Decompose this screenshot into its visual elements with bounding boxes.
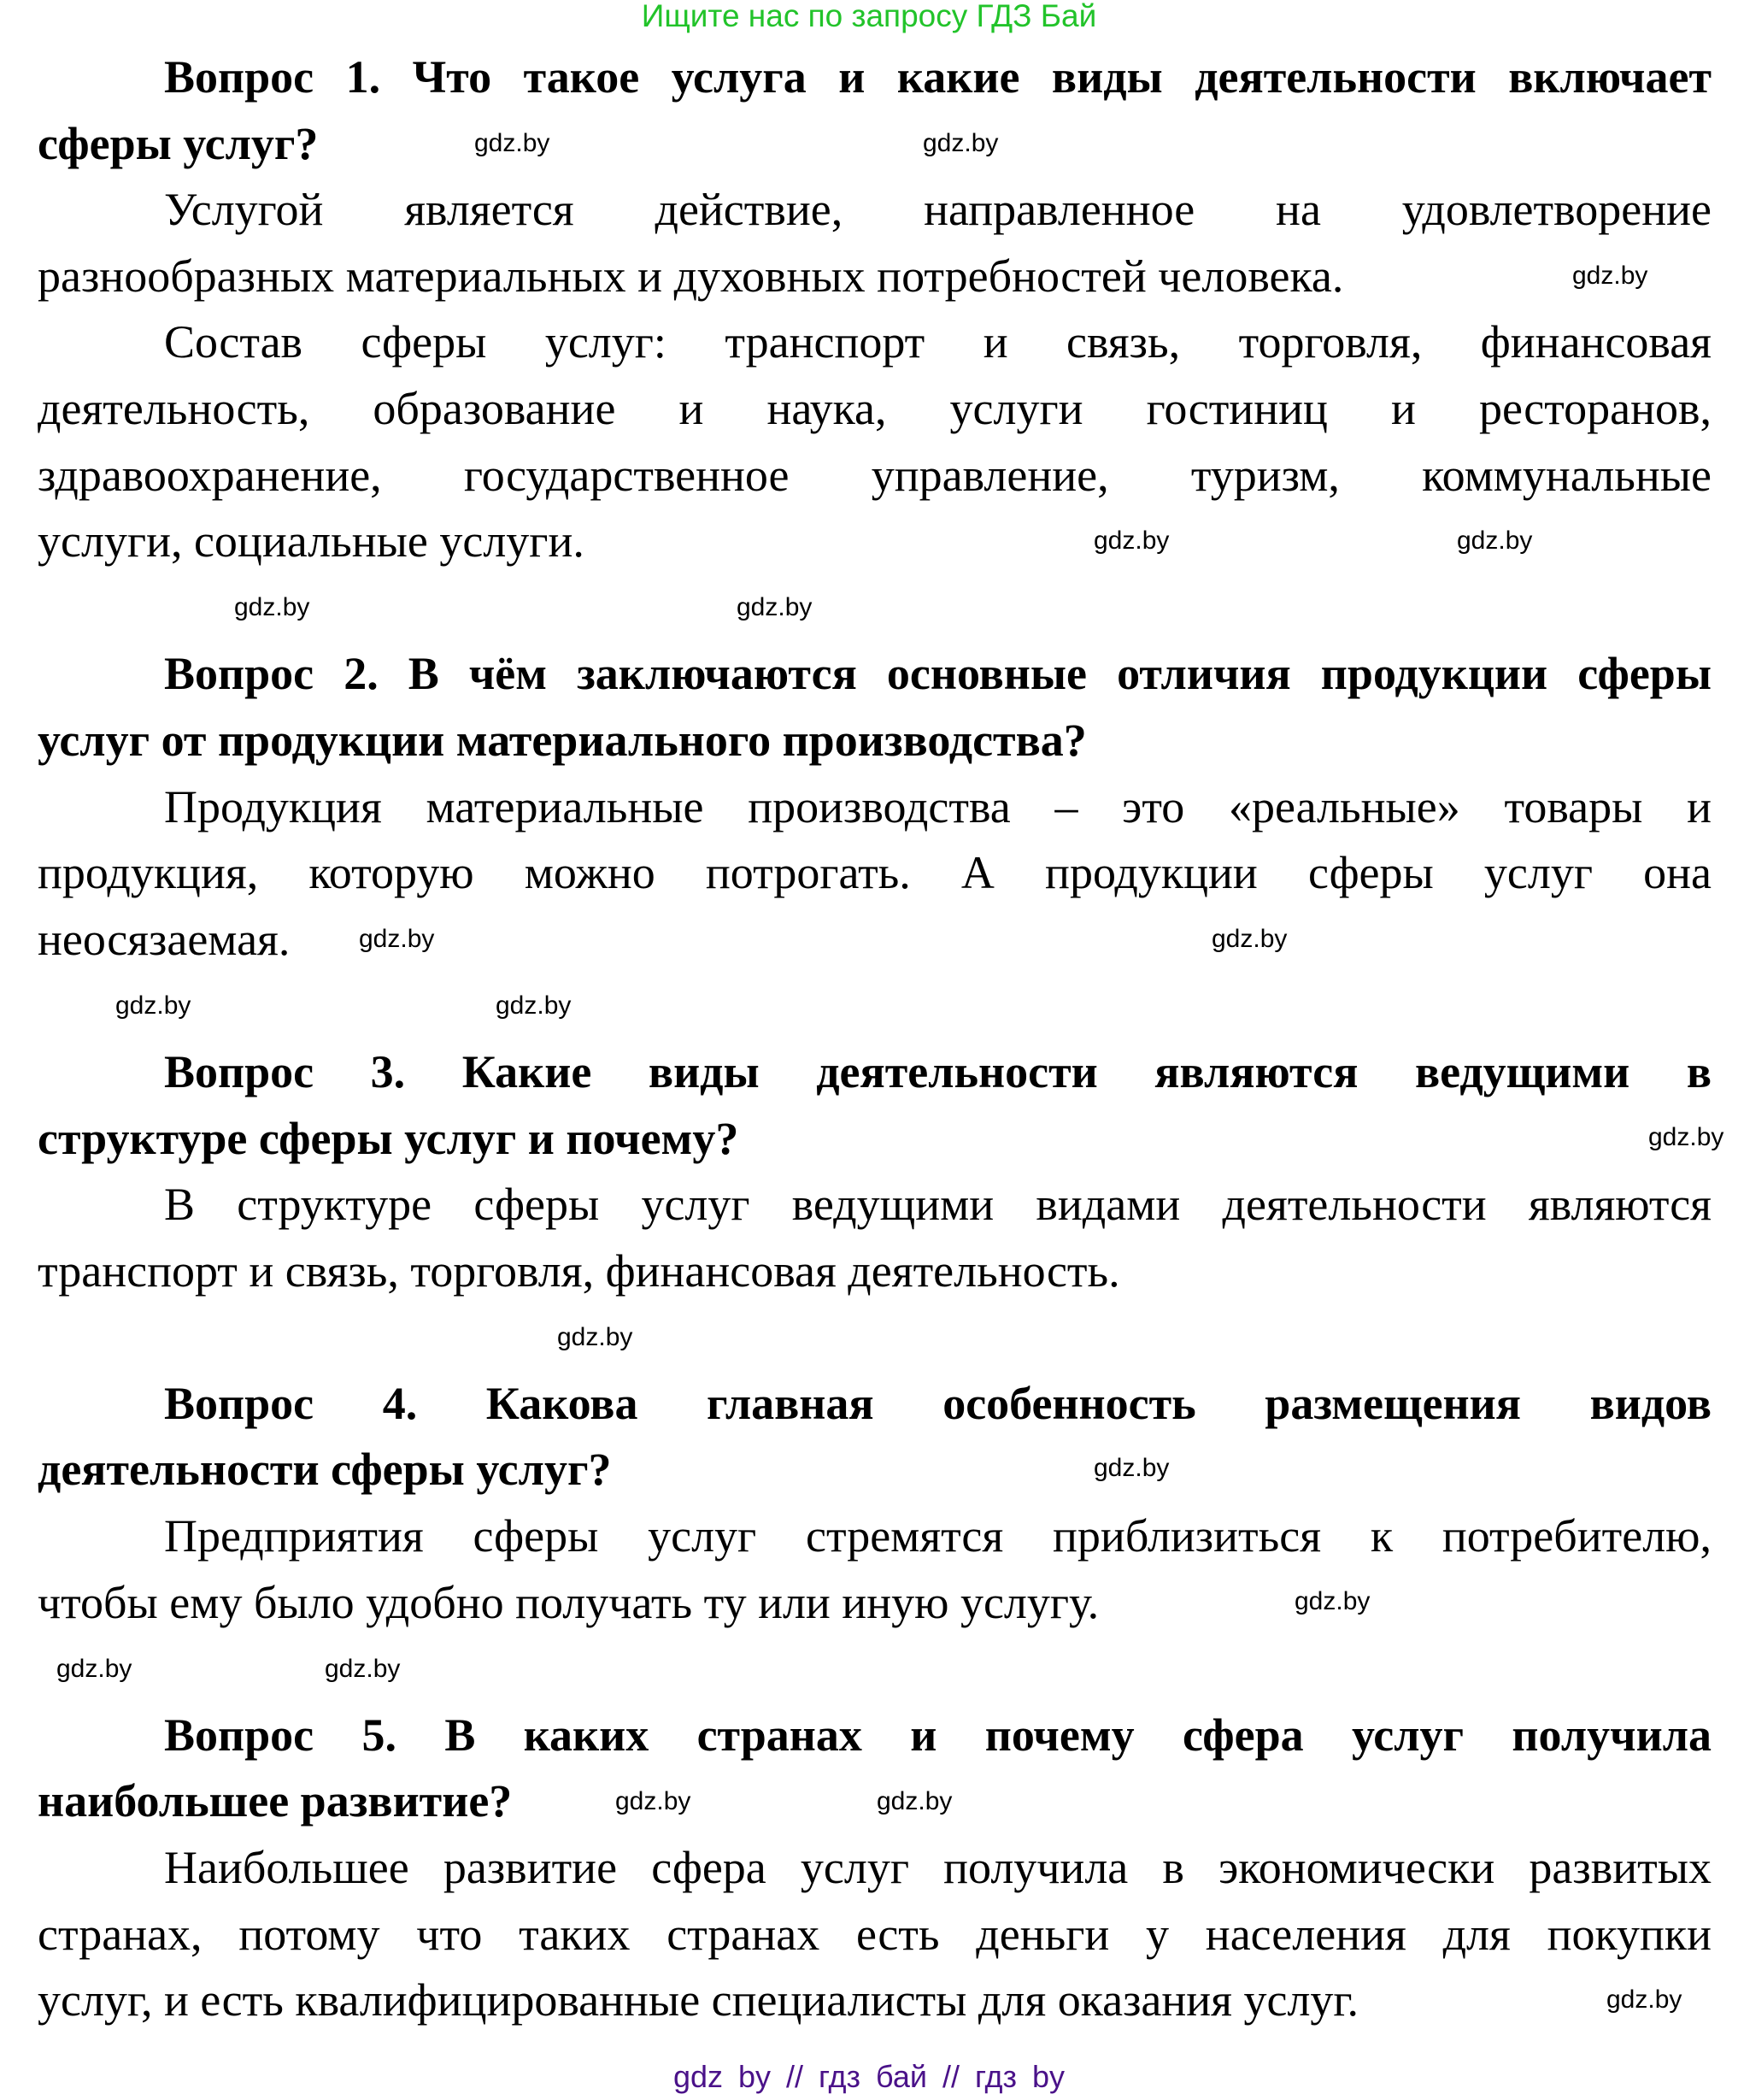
watermark-text: gdz.by	[737, 593, 813, 621]
question-section	[38, 641, 1712, 973]
answer-line: услуги, социальные услуги.	[38, 515, 584, 568]
answer-line: странах, потому что таких странах есть деньги у населения для покупки	[38, 1908, 1712, 1960]
watermark-text: gdz.by	[359, 925, 435, 953]
watermark-text: gdz.by	[1572, 262, 1648, 290]
watermark-text: gdz.by	[325, 1655, 401, 1683]
answer-line: Услугой является действие, направленное на удовлетворение	[164, 184, 1712, 236]
footer-links: gdz by // гдз бай // гдз by	[672, 2059, 1066, 2094]
watermark-text: gdz.by	[1094, 1454, 1170, 1482]
watermark-text: gdz.by	[234, 593, 310, 621]
watermark-text: gdz.by	[1457, 526, 1533, 555]
question-section	[38, 1039, 1712, 1304]
answer-paragraph	[38, 1835, 1712, 2034]
answer-line: Продукция материальные производства – это «реальные» товары и	[164, 780, 1712, 832]
answer-line: неосязаемая.	[38, 913, 291, 965]
question-line: услуг от продукции материального производства?	[38, 714, 1087, 766]
watermark-text: gdz.by	[1212, 925, 1288, 953]
question-line: Вопрос 3. Какие виды деятельности являются ведущими в	[164, 1045, 1712, 1097]
question-line: структуре сферы услуг и почему?	[38, 1112, 739, 1164]
answer-line: транспорт и связь, торговля, финансовая деятельность.	[38, 1244, 1120, 1297]
answer-paragraph	[38, 177, 1712, 309]
watermark-text: gdz.by	[877, 1787, 953, 1815]
answer-line: здравоохранение, государственное управление, туризм, коммунальные	[38, 449, 1712, 501]
question-heading	[38, 1703, 1712, 1835]
watermark-text: gdz.by	[1094, 526, 1170, 555]
answer-line: чтобы ему было удобно получать ту или иную услугу.	[38, 1576, 1100, 1628]
watermark-text: gdz.by	[496, 991, 572, 1020]
answer-line: разнообразных материальных и духовных потребностей человека.	[38, 250, 1344, 302]
question-section	[38, 44, 1712, 575]
question-line: Вопрос 4. Какова главная особенность размещения видов	[164, 1377, 1712, 1429]
question-heading	[38, 641, 1712, 774]
question-heading	[38, 1039, 1712, 1172]
watermark-text: gdz.by	[1606, 1985, 1682, 2014]
question-line: Вопрос 2. В чём заключаются основные отличия продукции сферы	[164, 648, 1712, 700]
answer-line: Состав сферы услуг: транспорт и связь, торговля, финансовая	[164, 316, 1712, 368]
answer-paragraph	[38, 1503, 1712, 1636]
question-heading	[38, 44, 1712, 177]
watermark-text: gdz.by	[1648, 1123, 1724, 1151]
answer-line: Наибольшее развитие сфера услуг получила в экономически развитых	[164, 1842, 1712, 1894]
watermark-text: gdz.by	[1295, 1587, 1371, 1615]
watermark-text: gdz.by	[615, 1787, 691, 1815]
answer-paragraph	[38, 1172, 1712, 1304]
answer-line: В структуре сферы услуг ведущими видами деятельности являются	[164, 1179, 1712, 1231]
answer-line: деятельность, образование и наука, услуги гостиниц и ресторанов,	[38, 382, 1712, 434]
question-line: деятельности сферы услуг?	[38, 1444, 612, 1496]
question-line: сферы услуг?	[38, 117, 319, 169]
watermark-text: gdz.by	[474, 129, 550, 157]
watermark-text: gdz.by	[115, 991, 191, 1020]
search-hint-banner: Ищите нас по запросу ГДЗ Бай	[641, 0, 1097, 33]
question-line: наибольшее развитие?	[38, 1775, 513, 1827]
answer-line: Предприятия сферы услуг стремятся приблизиться к потребителю,	[164, 1510, 1712, 1562]
question-section	[38, 1371, 1712, 1636]
question-line: Вопрос 1. Что такое услуга и какие виды деятельности включает	[164, 51, 1712, 103]
watermark-text: gdz.by	[923, 129, 999, 157]
watermark-text: gdz.by	[557, 1323, 633, 1351]
document-body	[38, 44, 1712, 2100]
answer-line: услуг, и есть квалифицированные специалисты для оказания услуг.	[38, 1974, 1359, 2026]
watermark-text: gdz.by	[56, 1655, 132, 1683]
question-section	[38, 1703, 1712, 2034]
question-line: Вопрос 5. В каких странах и почему сфера услуг получила	[164, 1709, 1712, 1761]
question-heading	[38, 1371, 1712, 1503]
answer-line: продукция, которую можно потрогать. А продукции сферы услуг она	[38, 847, 1712, 899]
answer-paragraph	[38, 774, 1712, 974]
